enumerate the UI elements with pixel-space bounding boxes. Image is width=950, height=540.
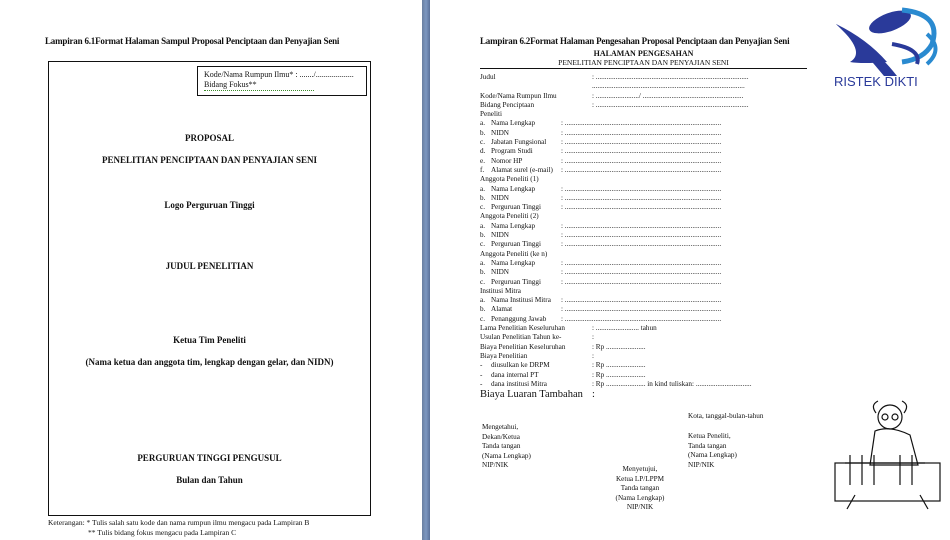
form-row xyxy=(480,324,820,333)
row-label: Kode/Nama Rumpun Ilmu xyxy=(480,91,557,100)
form-row xyxy=(480,361,820,370)
row-prefix: a. xyxy=(480,119,485,128)
signature-line: (Nama Lengkap) xyxy=(688,451,737,459)
signature-line: Ketua LP/LPPM xyxy=(615,474,665,483)
row-value-field[interactable]: : Rp ...................... xyxy=(592,370,646,379)
form-row xyxy=(480,380,820,389)
row-value-field[interactable]: ..................................................................................... xyxy=(592,82,745,91)
row-label: dana institusi Mitra xyxy=(491,379,547,388)
form-row xyxy=(480,333,820,342)
row-label: Biaya Penelitian xyxy=(480,351,528,360)
row-label: Program Studi xyxy=(491,147,533,156)
row-value-field[interactable]: : ....................................................................................... xyxy=(561,165,722,174)
row-label: Judul xyxy=(480,73,496,81)
form-row xyxy=(480,352,820,361)
signature-line: Tanda tangan xyxy=(688,441,727,450)
row-prefix: b. xyxy=(480,231,486,240)
row-value-field[interactable]: : ....................................................................................... xyxy=(561,296,722,305)
row-prefix: a. xyxy=(480,184,485,193)
row-label: Nama Lengkap xyxy=(491,184,536,193)
form-row xyxy=(480,138,820,147)
bidang-fokus-line: Bidang Fokus** xyxy=(204,80,314,91)
row-prefix: b. xyxy=(480,128,486,137)
proposal-label: PROPOSAL xyxy=(184,133,234,143)
row-label: Nama Lengkap xyxy=(491,258,536,267)
row-value-field[interactable]: : ....................................................................................... xyxy=(561,156,722,165)
form-row xyxy=(480,212,820,221)
bulan-tahun-label: Bulan dan Tahun xyxy=(176,475,243,485)
row-label: Institusi Mitra xyxy=(480,286,521,295)
form-row xyxy=(480,73,820,82)
form-row xyxy=(480,175,820,184)
cover-page-title: Lampiran 6.1Format Halaman Sampul Proposal Penciptaan dan Penyajian Seni xyxy=(45,36,340,46)
logo-placeholder: Logo Perguruan Tinggi xyxy=(164,200,255,210)
signature-line: Tanda tangan xyxy=(482,442,521,450)
signature-line: NIP/NIK xyxy=(626,503,654,511)
form-row xyxy=(480,371,820,380)
form-row xyxy=(480,101,820,110)
signature-line: (Nama Lengkap) xyxy=(482,451,531,460)
signature-line: Menyetujui, xyxy=(622,465,658,473)
signature-line: Ketua Peneliti, xyxy=(688,432,731,440)
row-prefix: - xyxy=(480,370,483,379)
row-label: Nama Lengkap xyxy=(491,119,536,128)
row-label: Anggota Peneliti (1) xyxy=(480,175,539,184)
form-row xyxy=(480,315,820,324)
logo-text: RISTEK DIKTI xyxy=(834,74,918,89)
row-prefix: b. xyxy=(480,305,486,314)
signature-line: Dekan/Ketua xyxy=(482,432,520,441)
row-prefix: c. xyxy=(480,314,485,323)
row-label: Perguruan Tinggi xyxy=(491,277,541,286)
row-value-field[interactable]: : Rp ...................... xyxy=(592,342,646,351)
row-label: NIDN xyxy=(491,193,509,202)
row-prefix: c. xyxy=(480,138,485,147)
row-value-field[interactable]: : ....................................................................................... xyxy=(561,314,722,323)
cover-page-template xyxy=(0,0,422,540)
row-prefix: a. xyxy=(480,221,485,230)
row-label: dana internal PT xyxy=(491,370,539,379)
row-prefix: - xyxy=(480,361,483,370)
signature-line: NIP/NIK xyxy=(688,460,715,469)
form-row xyxy=(480,82,820,91)
row-label: Perguruan Tinggi xyxy=(491,240,541,249)
row-value-field[interactable]: : Rp ...................... xyxy=(592,361,646,370)
row-prefix: b. xyxy=(480,193,486,202)
form-row xyxy=(480,194,820,203)
row-prefix: b. xyxy=(480,268,486,277)
row-prefix: c. xyxy=(480,277,485,286)
row-value-field[interactable]: : ....................................................................................... xyxy=(561,128,722,137)
row-value-field[interactable]: : ....................................................................................... xyxy=(561,184,722,193)
row-prefix: d. xyxy=(480,147,486,156)
row-value-field[interactable]: : ....................................................................................... xyxy=(561,138,722,147)
rumpun-ilmu-box xyxy=(197,66,367,96)
footnote-2: ** Tulis bidang fokus mengacu pada Lampiran C xyxy=(88,528,237,537)
row-label: Nama Institusi Mitra xyxy=(491,296,551,305)
row-prefix: c. xyxy=(480,203,485,212)
row-prefix: c. xyxy=(480,240,485,249)
signature-line: Mengetahui, xyxy=(482,423,519,431)
row-label: Usulan Penelitian Tahun ke- xyxy=(480,333,562,342)
row-value-field[interactable]: : xyxy=(592,351,594,360)
cover-frame xyxy=(48,61,371,516)
row-value-field[interactable]: : ......................../ ........................................................ xyxy=(592,91,744,100)
row-value-field[interactable]: : ....................................................................................... xyxy=(561,258,722,267)
nama-tim-label: (Nama ketua dan anggota tim, lengkap dengan gelar, dan NIDN) xyxy=(85,357,334,367)
city-date: Kota, tanggal-bulan-tahun xyxy=(688,412,764,420)
row-prefix: a. xyxy=(480,296,485,305)
row-label: diusulkan ke DRPM xyxy=(491,361,550,370)
approval-heading: HALAMAN PENGESAHAN xyxy=(593,49,694,58)
form-row xyxy=(480,203,820,212)
heading-rule xyxy=(480,68,807,69)
form-row xyxy=(480,166,820,175)
row-value-field[interactable]: : ....................................................................................... xyxy=(561,119,722,128)
approval-page-title: Lampiran 6.2Format Halaman Pengesahan Proposal Penciptaan dan Penyajian Seni xyxy=(480,36,790,46)
row-label: NIDN xyxy=(491,231,509,240)
ristek-dikti-logo xyxy=(832,4,947,94)
center-signature xyxy=(590,465,690,513)
form-row xyxy=(480,119,820,128)
kode-rumpun-line: Kode/Nama Rumpun Ilmu* : ......./................... xyxy=(204,70,354,79)
form-row xyxy=(480,268,820,277)
row-label: Penanggung Jawab xyxy=(491,314,547,323)
signature-line: (Nama Lengkap) xyxy=(615,493,665,502)
row-value-field[interactable]: : ....................................................................................... xyxy=(561,203,722,212)
row-label: Perguruan Tinggi xyxy=(491,203,541,212)
form-row xyxy=(480,222,820,231)
form-row xyxy=(480,92,820,101)
signature-line: NIP/NIK xyxy=(482,461,509,469)
judul-placeholder: JUDUL PENELITIAN xyxy=(165,261,254,271)
row-value-field[interactable]: : ....................................................................................... xyxy=(561,147,722,156)
ketua-label: Ketua Tim Peneliti xyxy=(173,335,246,345)
row-value-field[interactable]: : ....................................................................................... xyxy=(561,277,722,286)
row-label: Alamat surel (e-mail) xyxy=(491,165,553,174)
row-prefix: f. xyxy=(480,165,485,174)
row-prefix: a. xyxy=(480,258,485,267)
row-value-field[interactable]: : ....................................................................................... xyxy=(561,240,722,249)
row-value-field[interactable]: : ..................................................................................... xyxy=(592,73,749,81)
footnote-1: Keterangan: * Tulis salah satu kode dan nama rumpun ilmu mengacu pada Lampiran B xyxy=(48,518,310,527)
form-row xyxy=(480,110,820,119)
row-label: Lama Penelitian Keseluruhan xyxy=(480,324,566,333)
row-label: Biaya Luaran Tambahan xyxy=(480,389,583,401)
row-value-field[interactable]: : ....................................................................................... xyxy=(561,305,722,314)
row-label: Peneliti xyxy=(480,110,502,119)
row-prefix: e. xyxy=(480,156,485,165)
row-value-field[interactable]: : ....................................................................................... xyxy=(561,268,722,277)
row-label: Nama Lengkap xyxy=(491,221,536,230)
form-row xyxy=(480,389,820,401)
form-row xyxy=(480,305,820,314)
approval-subheading: PENELITIAN PENCIPTAAN DAN PENYAJIAN SENI xyxy=(558,58,729,67)
row-prefix: - xyxy=(480,379,483,388)
form-row xyxy=(480,250,820,259)
row-value-field[interactable]: : xyxy=(592,389,595,401)
row-label: NIDN xyxy=(491,268,509,277)
perguruan-tinggi-label: PERGURUAN TINGGI PENGUSUL xyxy=(137,453,282,463)
form-row xyxy=(480,129,820,138)
form-row xyxy=(480,185,820,194)
approval-form xyxy=(480,73,820,401)
form-row xyxy=(480,240,820,249)
row-value-field[interactable]: : ........................ tahun xyxy=(592,324,657,333)
row-value-field[interactable]: : Rp ...................... in kind tuliskan: ............................... xyxy=(592,379,752,388)
form-row xyxy=(480,287,820,296)
form-row xyxy=(480,278,820,287)
row-label: Alamat xyxy=(491,305,513,314)
page-divider xyxy=(422,0,430,540)
row-label: Nomor HP xyxy=(491,156,523,165)
row-label: Biaya Penelitian Keseluruhan xyxy=(480,342,566,351)
signature-line: Tanda tangan xyxy=(620,484,660,492)
left-signature xyxy=(482,423,531,471)
row-label: Anggota Peneliti (2) xyxy=(480,212,539,221)
row-label: NIDN xyxy=(491,128,509,137)
row-value-field[interactable]: : ....................................................................................... xyxy=(561,193,722,202)
form-row xyxy=(480,147,820,156)
row-label: Anggota Peneliti (ke n) xyxy=(480,249,548,258)
proposal-subtitle: PENELITIAN PENCIPTAAN DAN PENYAJIAN SENI xyxy=(101,155,318,165)
row-value-field[interactable]: : ....................................................................................... xyxy=(561,231,722,240)
row-label: Jabatan Fungsional xyxy=(491,138,547,147)
right-signature xyxy=(688,432,737,470)
scientist-illustration xyxy=(830,395,945,515)
form-row xyxy=(480,259,820,268)
form-row xyxy=(480,296,820,305)
row-value-field[interactable]: : ..................................................................................... xyxy=(592,100,749,109)
row-value-field[interactable]: : xyxy=(592,333,594,342)
row-label: Bidang Penciptaan xyxy=(480,100,535,109)
row-value-field[interactable]: : ....................................................................................... xyxy=(561,221,722,230)
form-row xyxy=(480,343,820,352)
form-row xyxy=(480,231,820,240)
form-row xyxy=(480,157,820,166)
